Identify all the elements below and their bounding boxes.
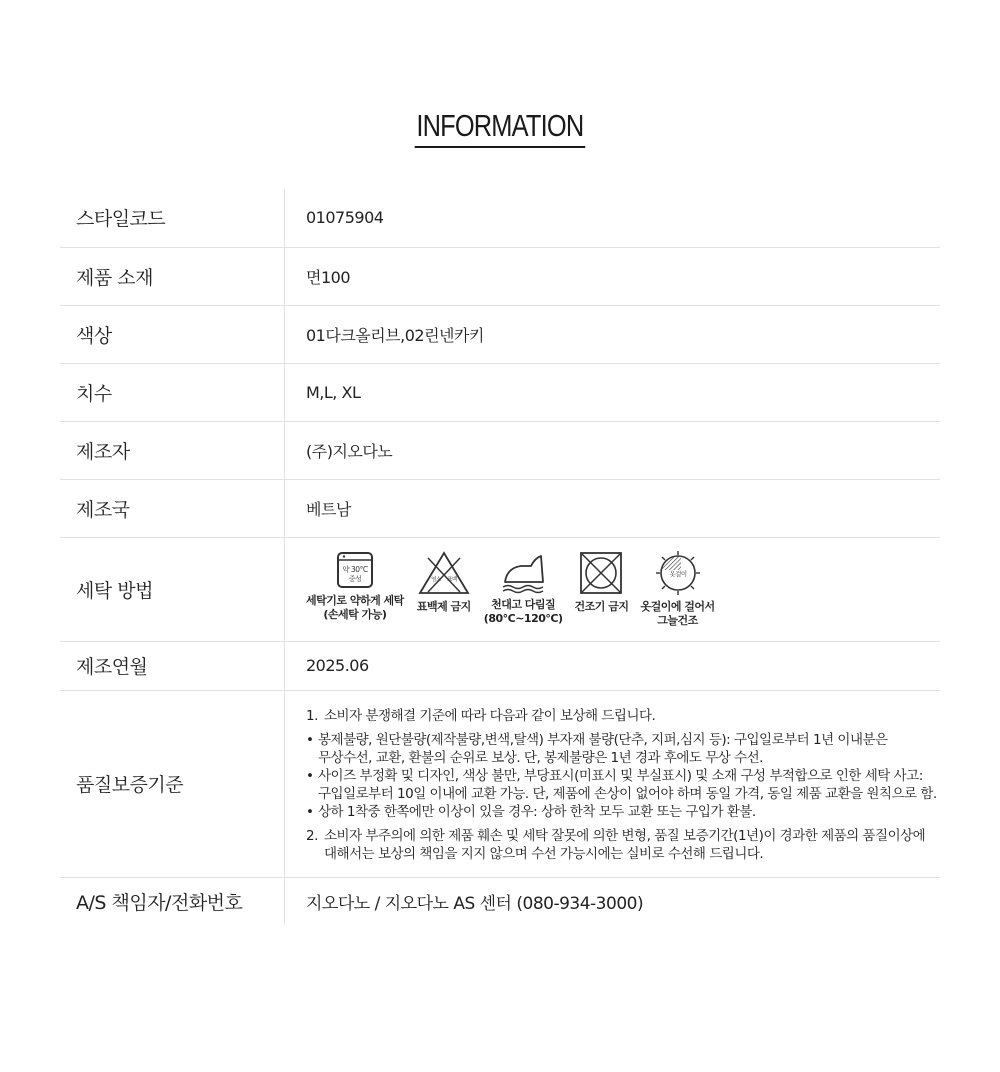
row-style-code [60,189,940,247]
quality-item-2-line-2: 대해서는 보상의 책임을 지지 않으며 수선 가능시에는 실비로 수선해 드립니다. [324,845,764,862]
quality-item-2 [306,827,940,845]
care-item-hand-wash [306,550,404,622]
care-label-hand-wash [306,594,404,622]
material-value: 면100 [285,247,941,305]
care-label-shade-dry [640,600,714,628]
care-caption: 건조기 금지 [574,600,629,613]
as-label: A/S 책임자/전화번호 [60,877,285,925]
row-washing [60,537,940,641]
row-as [60,877,940,925]
row-manufacturer [60,421,940,479]
row-quality [60,690,940,877]
care-item-iron [484,550,563,626]
care-caption: 옷걸이에 걸어서 [640,600,715,613]
washing-value [285,537,941,641]
washing-label: 세탁 방법 [60,537,285,641]
size-label: 치수 [60,363,285,421]
quality-bullet-2 [306,767,940,785]
care-item-shade-dry [640,550,714,628]
quality-label: 품질보증기준 [60,690,285,877]
information-table [60,189,940,925]
country-label: 제조국 [60,479,285,537]
quality-bullet-1 [306,731,940,749]
quality-bullet-2-line-1: 사이즈 부정확 및 디자인, 색상 불만, 부당표시(미표시 및 부실표시) 및 소재 구성 부적합으로 인한 세탁 사고: [318,767,923,784]
quality-bullet-1-line-1: 봉제불량, 원단불량(제작불량,변색,탈색) 부자재 불량(단추, 지퍼,심지 등): 구입일로부터 1년 이내분은 [318,731,888,748]
quality-num: 2. [306,827,318,844]
care-item-no-tumble-dry [574,550,628,614]
row-date [60,641,940,690]
title-wrap [0,106,1000,148]
manufacturer-label: 제조자 [60,421,285,479]
care-icons [306,550,940,628]
bullet-icon: • [306,731,314,748]
row-country [60,479,940,537]
quality-item-1-text: 소비자 분쟁해결 기준에 따라 다음과 같이 보상해 드립니다. [324,707,656,724]
bullet-icon: • [306,803,314,820]
row-material [60,247,940,305]
care-label-iron [484,598,563,626]
care-caption: 표백제 금지 [416,600,471,613]
no-bleach-text-2: 표백 [446,577,457,583]
row-size [60,363,940,421]
no-bleach-icon [416,550,472,596]
quality-num: 1. [306,707,318,724]
quality-bullet-2-line-2: 구입일로부터 10일 이내에 교환 가능. 단, 제품에 손상이 없어야 하며 동일 가격, 동일 제품 교환을 원칙으로 함. [318,785,937,802]
care-item-no-bleach [416,550,472,614]
hand-wash-30c-icon [335,550,375,590]
bullet-icon: • [306,767,314,784]
care-caption-sub: (80°C~120°C) [483,612,563,625]
quality-bullet-1-line-2: 무상수선, 교환, 환불의 순위로 보상. 단, 봉제불량은 1년 경과 후에도 무상 수선. [318,749,763,766]
shade-dry-text: 옷걸이 [668,570,687,578]
shade-hang-dry-icon [655,550,701,596]
quality-bullet-3 [306,803,940,821]
care-label-no-bleach [417,600,471,614]
care-caption-sub: (손세탁 가능) [323,608,387,621]
hand-wash-temp-text: 약 30°C [342,565,368,574]
as-value: 지오다노 / 지오다노 AS 센터 (080-934-3000) [306,893,644,914]
page-title: INFORMATION [415,106,585,148]
quality-item-1 [306,707,940,725]
care-caption: 천대고 다림질 [491,598,556,611]
care-caption-sub: 그늘건조 [657,614,698,627]
color-value: 01다크올리브,02린넨카키 [285,305,941,363]
row-color [60,305,940,363]
quality-value [285,690,941,877]
date-label: 제조연월 [60,641,285,690]
style-code-label: 스타일코드 [60,189,285,247]
quality-text [306,691,940,877]
color-label: 색상 [60,305,285,363]
quality-bullet-3-line-1: 상하 1착중 한쪽에만 이상이 있을 경우: 상하 한착 모두 교환 또는 구입가 환불. [318,803,756,820]
quality-item-2-line-1: 소비자 부주의에 의한 제품 훼손 및 세탁 잘못에 의한 변형, 품질 보증기간(1년)이 경과한 제품의 품질이상에 [324,827,926,844]
manufacturer-value: (주)지오다노 [285,421,941,479]
hand-wash-detergent-text: 중성 [348,575,362,583]
no-bleach-text-1: 염소 [430,577,441,583]
material-label: 제품 소재 [60,247,285,305]
country-value: 베트남 [285,479,941,537]
no-tumble-dry-icon [578,550,624,596]
date-value: 2025.06 [285,641,941,690]
size-value: M,L, XL [285,363,941,421]
care-label-no-tumble-dry [574,600,628,614]
iron-cloth-icon [499,550,547,594]
style-code-value: 01075904 [285,189,941,247]
care-caption: 세탁기로 약하게 세탁 [306,594,404,607]
